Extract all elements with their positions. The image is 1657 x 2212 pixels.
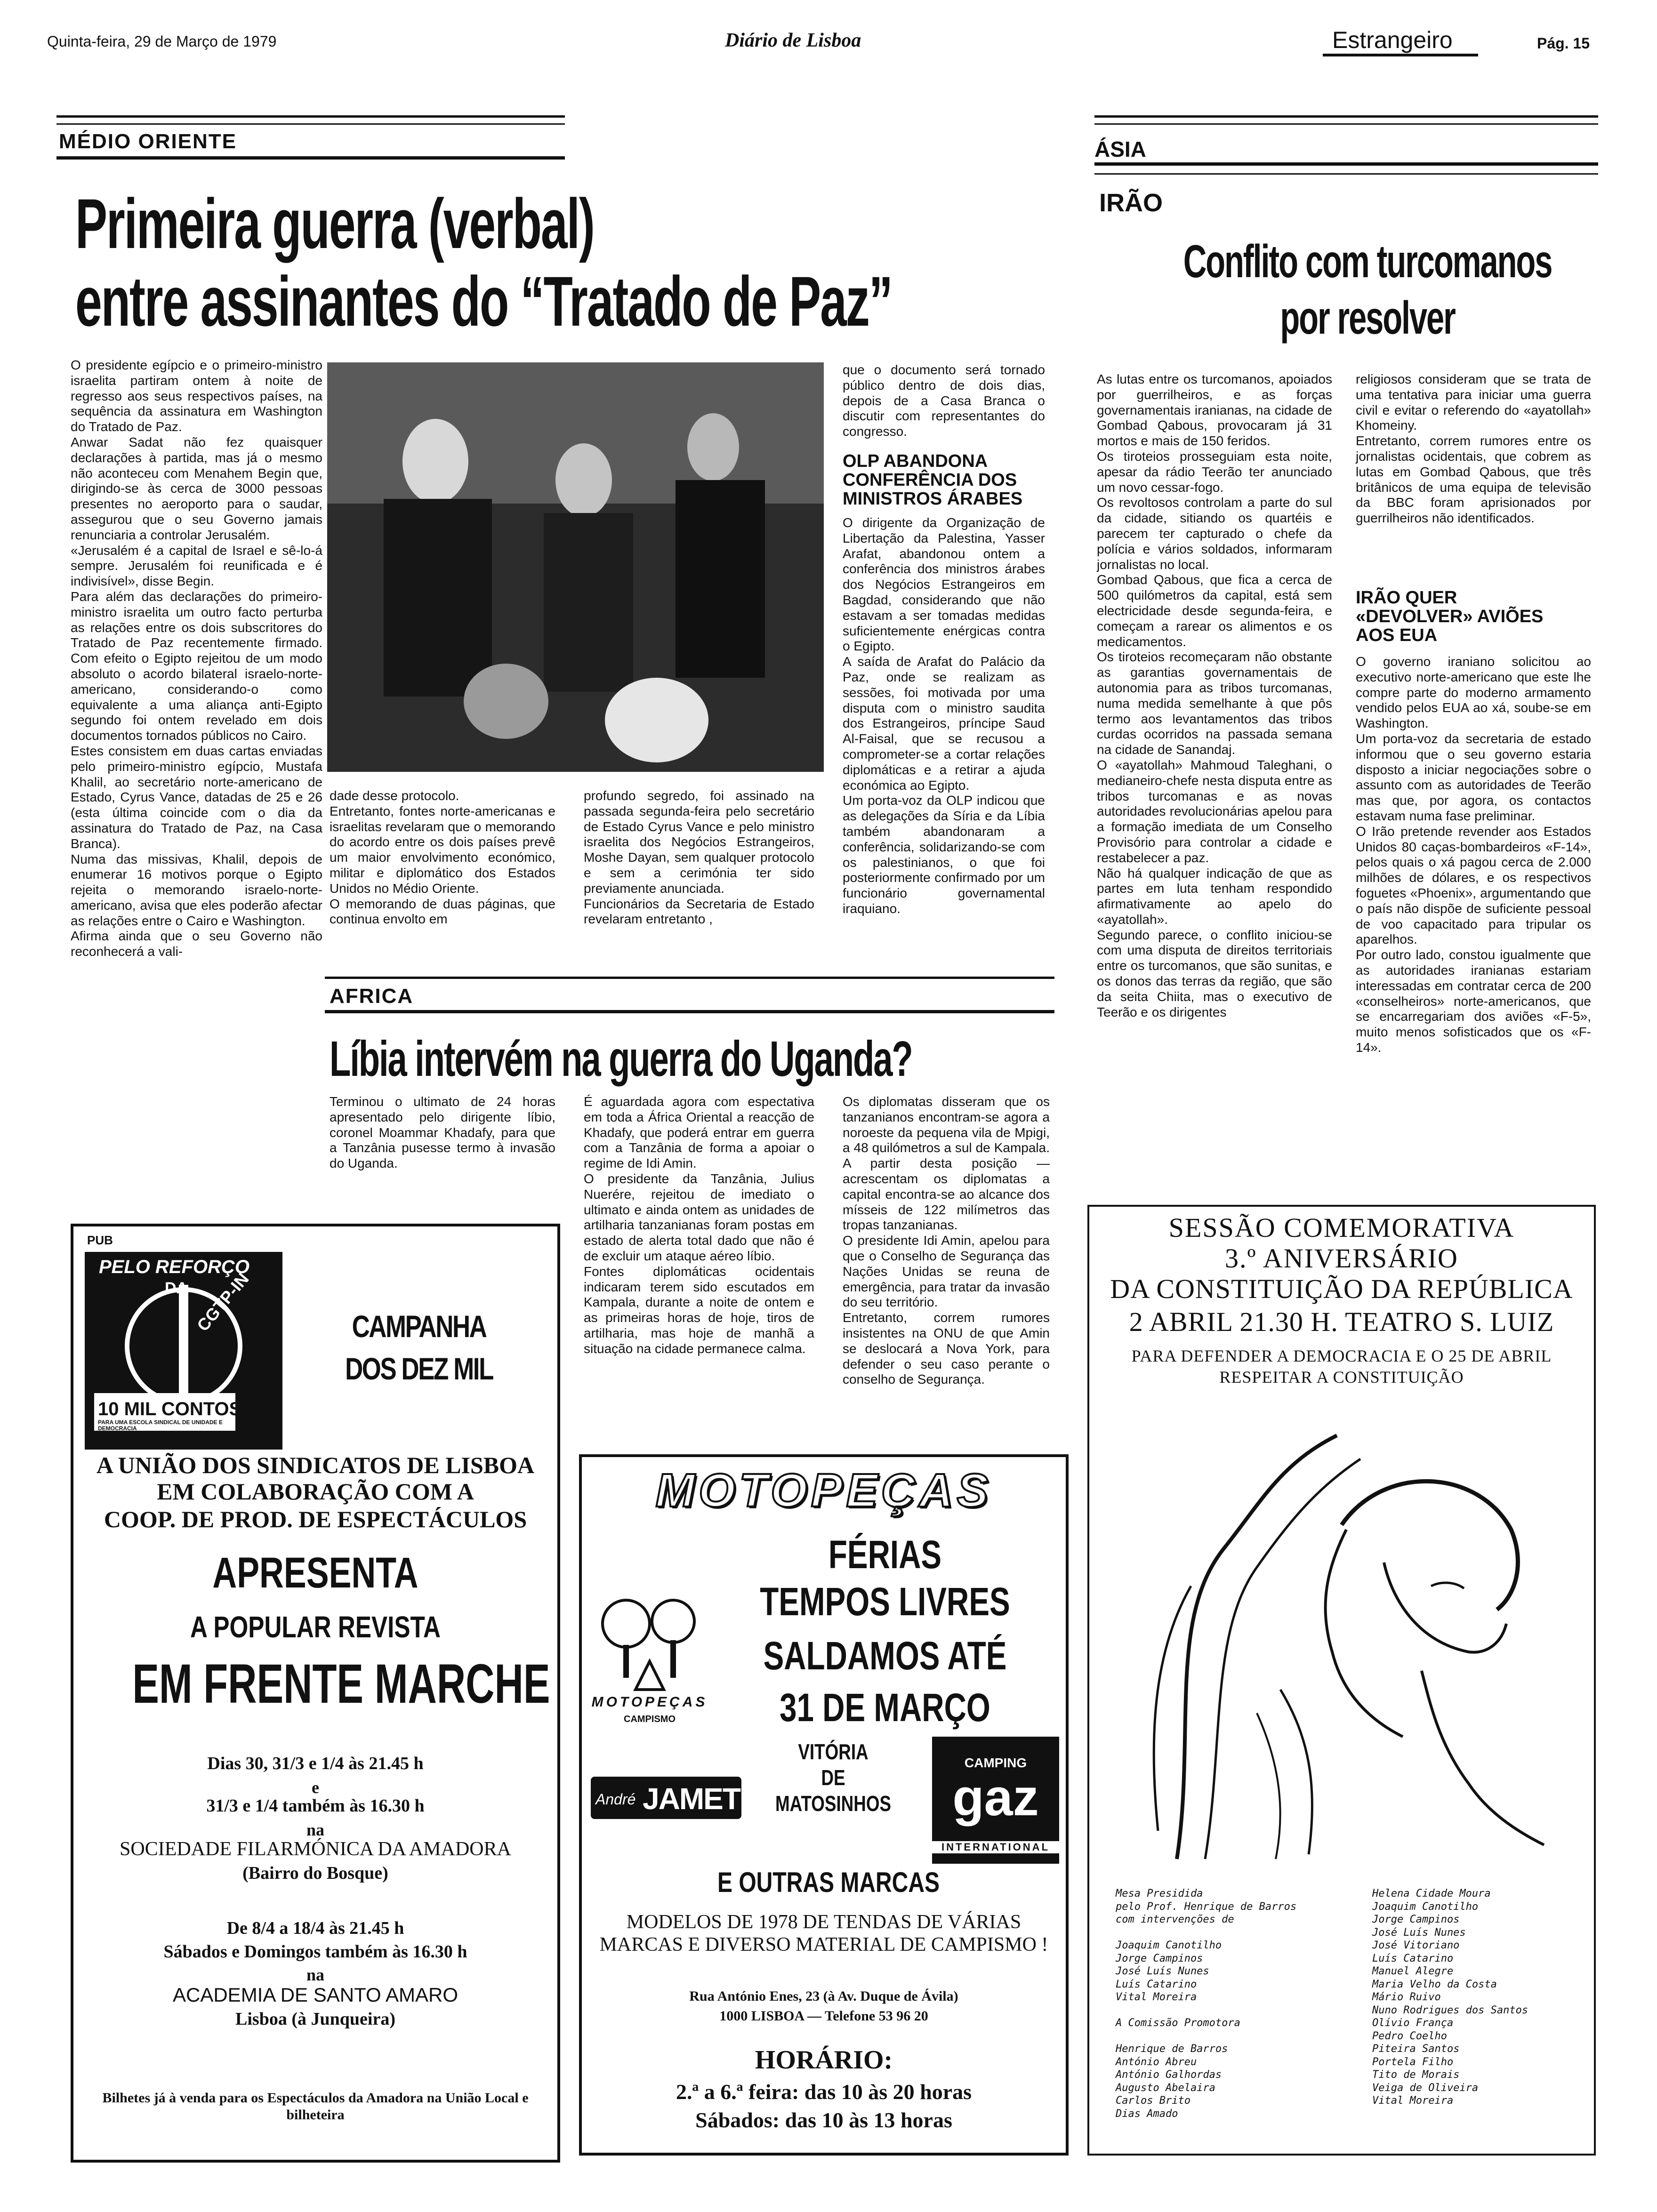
article-column: Os diplomatas disseram que os tanzanianos encontram-se agora a noroeste da pequena vila de Mpigi, a 48 quilómetros a sul de Kampala. A partir desta posição — acrescentam os diplomatas a capital encontra-se ao alcance dos mísseis de 122 milímetros das tropas tanzanianas. O presidente Idi Amin, apelou para que o Conselho de Segurança das Nações Unidas se reuna de emergência, para tratar da invasão do seu território. Entretanto, correm rumores insistentes na ONU de que Amin se deslocará a Nova York, para defender o seu caso perante o conselho de Segurança. — [843, 1094, 1050, 1387]
tent-shape — [635, 1661, 664, 1690]
name-line: Mário Ruivo — [1372, 1991, 1441, 2003]
name-line — [1116, 2030, 1351, 2043]
article-subheading: OLP ABANDONA CONFERÊNCIA DOS MINISTROS ÁRABES — [843, 451, 1023, 509]
motopecas-horario: 2.ª a 6.ª feira: das 10 às 20 horas — [676, 2080, 972, 2104]
photo-figure-head — [464, 664, 548, 739]
name-line: Luís Catarino — [1116, 1978, 1197, 1990]
ad-schedule: Dias 30, 31/3 e 1/4 às 21.45 h — [207, 1754, 424, 1773]
name-line: Henrique de Barros — [1116, 2043, 1228, 2055]
section-rule — [56, 156, 565, 160]
article-column: O presidente egípcio e o primeiro-ministro israelita partiram ontem à noite de regresso aos seus respectivos países, na sequência da assinatura em Washington do Tratado de Paz. Anwar Sadat não fez quaisquer declarações à partida, mas já o mesmo não aconteceu com Menahem Begin que, dirigindo-se às cerca de 3000 pessoas presentes no aeroporto para o saudar, assegurou que o seu Governo jamais renunciaria a controlar Jerusalém. «Jerusalém é a capital de Israel e sê-lo-á sempre. Jerusalém foi reunificada e é indivisível», disse Begin. Para além das declarações do primeiro-ministro israelita um outro facto perturba as relações entre os dois subscritores do Tratado de Paz recentemente firmado. Com efeito o Egipto rejeitou de um modo absoluto o acordo bilateral israelo-norte-americano, considerando-o como equivalente a uma aliança anti-Egipto segundo foi ontem revelado em dois documentos tornados públicos no Cairo. Estes consistem em duas cartas enviadas pelo primeiro-ministro egípcio, Mustafa Khalil, ao secretário norte-americano de Estado, Cyrus Vance, datadas de 25 e 26 (esta última coincide com o dia da assinatura do Tratado de Paz, na Casa Branca). Numa das missivas, Khalil, depois de enumerar 16 motivos porque o Egipto rejeita o memorando israelo-norte-americano, avisa que eles poderão afectar as relações entre o Cairo e Washington. Afirma ainda que o seu Governo não reconhecerá a vali- — [71, 358, 322, 959]
section-rule — [1094, 115, 1598, 118]
article-column: O governo iraniano solicitou ao executivo norte-americano que este lhe compre parte do moderno armamento vendido pelos EUA ao xá, soube-se em Washington. Um porta-voz da secretaria de estado informou que o seu governo estaria disposto a iniciar negociações sobre o assunto com as autoridades de Teerão mas que, por agora, os contactos estavam numa fase preliminar. O Irão pretende revender aos Estados Unidos 80 caças-bombardeiros «F-14», pelos quais o xá pagou cerca de 2.000 milhões de dólares, e os respectivos foguetes «Phoenix», argumentando que o país não dispõe de suficiente pessoal de voo capacitado para tripular os aparelhos. Por outro lado, constou igualmente que as autoridades iranianas estariam interessadas em contratar cerca de 200 «conselheiros» norte-americanos, que se encarregariam dos aviões «F-5», muito menos sofisticados que os «F-14». — [1356, 654, 1591, 1055]
name-line: Vital Moreira — [1116, 1991, 1197, 2003]
section-rule — [56, 115, 565, 118]
name-line: Jorge Campinos — [1372, 1914, 1460, 1925]
photo-figure-body — [676, 480, 765, 678]
logo-line: PELO REFORÇO — [99, 1257, 250, 1277]
name-line: Pedro Coelho — [1372, 2030, 1447, 2042]
section-rule — [325, 1010, 1054, 1013]
headline: entre assinantes do “Tratado de Paz” — [75, 262, 892, 341]
ad-intro: COOP. DE PROD. DE ESPECTÁCULOS — [104, 1506, 527, 1532]
section-rule — [1094, 123, 1598, 125]
name-line: Olívio França — [1372, 2017, 1454, 2029]
motopecas-modelos: MODELOS DE 1978 DE TENDAS DE VÁRIAS MARCAS E DIVERSO MATERIAL DE CAMPISMO ! — [599, 1911, 1048, 1956]
ad-schedule: De 8/4 a 18/4 às 21.45 h — [226, 1918, 404, 1938]
ad-venue: SOCIEDADE FILARMÓNICA DA AMADORA — [120, 1838, 511, 1860]
vitoria-text: VITÓRIA — [798, 1739, 869, 1764]
logo-small-text: PARA UMA ESCOLA SINDICAL DE UNIDADE E DEMOCRACIA — [98, 1419, 223, 1432]
section-label: ÁSIA — [1094, 137, 1146, 161]
ad-intro: A UNIÃO DOS SINDICATOS DE LISBOA EM COLABORAÇÃO COM A — [96, 1452, 535, 1505]
gaz-label: gaz — [952, 1769, 1039, 1827]
name-line: pelo Prof. Henrique de Barros — [1116, 1900, 1297, 1913]
photo-figure-body — [544, 513, 633, 692]
section-label: AFRICA — [330, 985, 414, 1008]
ad-line: FÉRIAS — [828, 1532, 942, 1577]
sessao-line: RESPEITAR A CONSTITUIÇÃO — [1219, 1368, 1464, 1387]
article-column: As lutas entre os turcomanos, apoiados por guerrilheiros, e as forças governamentais iranianas, na cidade de Gombad Qabous, provocaram já 31 mortos e mais de 150 feridos. Os tiroteios prosseguiam esta noite, apesar da rádio Teerão ter anunciado um novo cessar-fogo. Os revoltosos controlam a parte do sul da cidade, sitiando os quartéis e parecem ter capturado o chefe da polícia e vários soldados, informaram jornalistas no local. Gombad Qabous, que fica a cerca de 500 quilómetros da capital, está sem electricidade desde segunda-feira, e começam a rarear os alimentos e os medicamentos. Os tiroteios recomeçaram não obstante as garantias governamentais de autonomia para as tribos turcomanas, numa medida semelhante à que pôs termo aos levantamentos das tribos curdas ocorridos na passada semana na cidade de Sanandaj. O «ayatollah» Mahmoud Taleghani, o medianeiro-chefe nesta disputa entre as tribos turcomanas e as novas autoridades revolucionárias apelou para a formação imediata de um Conselho Provisório para controlar a cidade e restabelecer a paz. Não há qualquer indicação de que as partes em luta tenham respondido afirmativamente ao apelo do «ayatollah». Segundo parece, o conflito iniciou-se com uma disputa de direitos territoriais entre os turcomanos, que são sunitas, e os donos das terras da região, que são da seita Chiita, mas o executivo de Teerão e os dirigentes — [1097, 372, 1332, 1019]
masthead-date: Quinta-feira, 29 de Março de 1979 — [47, 33, 277, 50]
name-line — [1116, 1926, 1351, 1940]
name-line: Joaquim Canotilho — [1116, 1940, 1222, 1951]
camping-label: CAMPING — [964, 1755, 1027, 1770]
masthead-paper-name: Diário de Lisboa — [725, 30, 861, 51]
section-label: MÉDIO ORIENTE — [59, 130, 237, 153]
photo-illustration — [327, 362, 824, 772]
name-line: Manuel Alegre — [1372, 1965, 1454, 1977]
photo-figure-head — [555, 443, 612, 517]
news-photo — [327, 362, 824, 772]
ad-show-title: EM FRENTE MARCHE — [132, 1653, 550, 1715]
name-line: A Comissão Promotora — [1116, 2017, 1240, 2029]
article-column: É aguardada agora com espectativa em toda a África Oriental a reacção de Khadafy, que poderá entrar em guerra com a Tanzânia de forma a apoiar o regime de Idi Amin. O presidente da Tanzânia, Julius Nuerére, rejeitou de imediato o ultimato e ainda ontem as unidades de artilharia tanzanianas foram postas em estado de alerta total dado que não é de excluir um ataque aéreo líbio. Fontes diplomáticas ocidentais indicaram terem sido escutados em Kampala, durante a noite de ontem e as primeiras horas de hoje, tiros de artilharia, mas hoje de manhã a situação na cidade permanece calma. — [584, 1094, 814, 1356]
ad-apresenta: APRESENTA — [212, 1549, 418, 1597]
figure-helmet — [1342, 1481, 1518, 1610]
headline: por resolver — [1280, 292, 1455, 344]
ad-venue: Lisboa (à Junqueira) — [235, 2009, 395, 2029]
sessao-line: 3.º ANIVERSÁRIO — [1225, 1243, 1458, 1274]
ad-schedule: Sábados e Domingos também às 16.30 h — [163, 1942, 467, 1962]
name-line — [1116, 2004, 1351, 2017]
photo-figure-head — [402, 419, 468, 504]
section-rule — [56, 123, 565, 125]
ad-campanha: CAMPANHA — [352, 1309, 486, 1344]
logo-text: MOTOPEÇAS — [591, 1694, 708, 1710]
ad-line: SALDAMOS ATÉ — [763, 1634, 1007, 1678]
name-line: Vital Moreira — [1372, 2095, 1454, 2107]
tree-crown — [603, 1600, 650, 1647]
photo-figure-head — [687, 413, 739, 481]
ad-schedule: na — [306, 1965, 325, 1984]
motopecas-horario-title: HORÁRIO: — [755, 2045, 893, 2075]
sessao-line: SESSÃO COMEMORATIVA — [1168, 1212, 1515, 1243]
headline: Conflito com turcomanos — [1183, 235, 1552, 287]
tree-trunk — [670, 1640, 676, 1678]
article-column: O dirigente da Organização de Libertação da Palestina, Yasser Arafat, abandonou ontem a conferência dos ministros árabes dos Negócios Estrangeiros em Bagdad, considerando que não estavam a ser tomadas medidas suficientemente enérgicas contra o Egipto. A saída de Arafat do Palácio da Paz, onde se realizam as sessões, foi motivada por uma disputa com o ministro saudita dos Estrangeiros, príncipe Saud Al-Faisal, que se recusou a comprometer-se a cortar relações diplomáticas e a retirar a ajuda económica ao Egipto. Um porta-voz da OLP indicou que as delegações da Síria e da Líbia também abandonaram a conferência, solidarizando-se com os palestinianos, o que foi posteriormente confirmado por um funcionário governamental iraquiano. — [843, 515, 1045, 916]
figure-face — [1384, 1563, 1506, 1652]
name-line: Portela Filho — [1372, 2056, 1454, 2068]
name-line: Carlos Brito — [1116, 2095, 1190, 2107]
ad-schedule: na — [306, 1820, 325, 1839]
name-line: Joaquim Canotilho — [1372, 1900, 1479, 1913]
name-line: José Vitoriano — [1372, 1940, 1460, 1951]
logo-sub: CAMPISMO — [624, 1714, 676, 1724]
name-line: Luís Catarino — [1372, 1952, 1454, 1964]
vitoria-text: DE — [821, 1765, 845, 1790]
article-column: que o documento será tornado público dentro de dois dias, depois de a Casa Branca o discutir com representantes do congresso. — [843, 362, 1045, 439]
photo-figure-head — [605, 678, 708, 762]
jamet-name: JAMET — [643, 1782, 740, 1816]
ad-line: 31 DE MARÇO — [780, 1685, 990, 1730]
jamet-logo — [591, 1777, 741, 1819]
masthead-section-underline — [1323, 54, 1478, 56]
name-line: António Abreu — [1116, 2056, 1197, 2068]
international-label: INTERNATIONAL — [932, 1841, 1059, 1853]
figure-drapery — [1257, 1713, 1280, 1859]
name-line: Nuno Rodrigues dos Santos — [1372, 2004, 1528, 2016]
article-column: dade desse protocolo. Entretanto, fontes norte-americanas e israelitas revelaram que o memorando do acordo entre os dois países prevê um maior envolvimento económico, militar e diplomático dos Estados Unidos no Médio Oriente. O memorando de duas páginas, que continua envolto em — [330, 788, 555, 927]
section-rule — [1094, 173, 1598, 175]
sessao-names-right — [1372, 1887, 1589, 2108]
name-line: Tito de Morais — [1372, 2069, 1460, 2081]
article-column: Terminou o ultimato de 24 horas apresentado pelo dirigente líbio, coronel Moammar Khadafy, para que a Tanzânia pusesse termo à invasão do Uganda. — [330, 1094, 555, 1171]
ad-campanha: DOS DEZ MIL — [345, 1351, 493, 1386]
country-label: IRÃO — [1099, 189, 1163, 217]
sessao-line: 2 ABRIL 21.30 H. TEATRO S. LUIZ — [1129, 1306, 1554, 1337]
figure-drapery — [1280, 1690, 1312, 1854]
figure-eye — [1431, 1583, 1464, 1588]
tree-crown — [652, 1600, 694, 1643]
motopecas-horario: Sábados: das 10 às 13 horas — [695, 2108, 952, 2132]
name-line: Dias Amado — [1116, 2108, 1178, 2120]
sessao-names-left — [1116, 1887, 1351, 2120]
masthead-section: Estrangeiro — [1332, 27, 1453, 53]
ad-popular: A POPULAR REVISTA — [190, 1610, 441, 1644]
name-line: Maria Velho da Costa — [1372, 1978, 1497, 1990]
headline: Líbia intervém na guerra do Uganda? — [330, 1031, 912, 1087]
sessao-line: DA CONSTITUIÇÃO DA REPÚBLICA — [1110, 1274, 1573, 1304]
masthead-page: Pág. 15 — [1537, 35, 1590, 52]
outras-marcas: E OUTRAS MARCAS — [717, 1867, 940, 1898]
ad-pub-label: PUB — [87, 1233, 113, 1247]
photo-figure-body — [384, 499, 492, 697]
motopecas-address: Rua António Enes, 23 (à Av. Duque de Ávila) — [689, 1988, 958, 2004]
tree-trunk — [623, 1645, 629, 1678]
name-line: Helena Cidade Moura — [1372, 1888, 1491, 1899]
name-line: Piteira Santos — [1372, 2043, 1460, 2055]
name-line: José Luís Nunes — [1372, 1926, 1466, 1939]
ad-schedule: 31/3 e 1/4 também às 16.30 h — [206, 1796, 425, 1816]
article-column: profundo segredo, foi assinado na passada segunda-feira pelo secretário de Estado Cyrus Vance e pelo ministro israelita dos Negócios Estrangeiros, Moshe Dayan, sem qualquer protocolo e sem a cerimónia ter sido previamente anunciada. Funcionários da Secretaria de Estado revelaram entretanto , — [584, 788, 814, 927]
ad-line: TEMPOS LIVRES — [760, 1579, 1010, 1624]
motopecas-address: 1000 LISBOA — Telefone 53 96 20 — [719, 2008, 928, 2024]
ad-venue: ACADEMIA DE SANTO AMARO — [172, 1984, 458, 2006]
ad-venue: (Bairro do Bosque) — [242, 1863, 388, 1883]
name-line: António Galhordas — [1116, 2069, 1222, 2081]
name-line: Mesa Presidida — [1116, 1888, 1203, 1899]
name-line: com intervenções de — [1116, 1914, 1234, 1925]
name-line: Augusto Abelaira — [1116, 2082, 1215, 2094]
figure-neck — [1422, 1671, 1544, 1845]
motopecas-brand: MOTOPEÇAS — [655, 1464, 992, 1517]
ad-tickets: Bilhetes já à venda para os Espectáculos da Amadora na União Local e bilheteira — [102, 2090, 529, 2123]
name-line: Jorge Campinos — [1116, 1952, 1203, 1964]
headline: Primeira guerra (verbal) — [75, 184, 594, 263]
logo-line: DA — [165, 1279, 188, 1297]
logo-bar — [179, 1285, 188, 1407]
name-line: Veiga de Oliveira — [1372, 2082, 1479, 2094]
sessao-line: PARA DEFENDER A DEMOCRACIA E O 25 DE ABRIL — [1131, 1346, 1552, 1365]
logo-union: CGTP-IN — [193, 1269, 253, 1335]
allegory-illustration-icon — [1139, 1407, 1563, 1864]
vitoria-text: MATOSINHOS — [775, 1791, 892, 1816]
ad-schedule: e — [312, 1778, 319, 1797]
camping-gaz-logo — [932, 1737, 1059, 1864]
section-rule — [325, 977, 1054, 979]
jamet-prefix: André — [595, 1791, 636, 1808]
figure-wing — [1205, 1459, 1360, 1859]
name-line: José Luís Nunes — [1116, 1965, 1209, 1977]
trees-tent-icon — [588, 1595, 711, 1694]
logo-contos: 10 MIL CONTOS — [98, 1399, 242, 1419]
ad-logo-box — [85, 1252, 282, 1450]
article-column: religiosos consideram que se trata de uma tentativa para iniciar uma guerra civil e evitar o referendo do «ayatollah» Khomeiny. Entretanto, correm rumores entre os jornalistas ocidentais, que cobrem as lutas em Gombad Qabous, que três britânicos de uma equipa de televisão da BBC foram aprisionados por guerrilheiros não identificados. — [1356, 372, 1591, 526]
section-rule — [1094, 162, 1598, 166]
article-subheading: IRÃO QUER «DEVOLVER» AVIÕES AOS EUA — [1356, 588, 1544, 645]
figure-hair — [1326, 1530, 1403, 1737]
motopecas-logo — [588, 1595, 711, 1741]
